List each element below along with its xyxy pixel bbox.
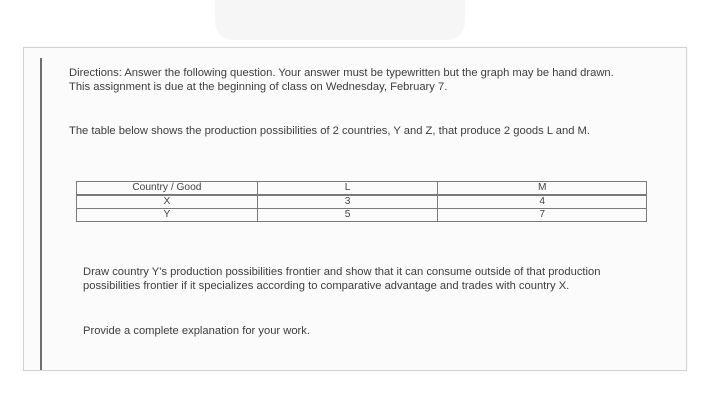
table-cell: X bbox=[77, 195, 258, 209]
table-header-cell: L bbox=[257, 182, 438, 196]
table-row bbox=[77, 209, 647, 222]
table-header-row bbox=[77, 182, 647, 196]
table-cell: 4 bbox=[438, 195, 647, 209]
table-header-cell: M bbox=[438, 182, 647, 196]
question-text: Draw country Y's production possibilities frontier and show that it can consume outside of that production possibilities frontier if it specializes according to comparative advantage and trades with country X. bbox=[83, 266, 601, 292]
production-possibilities-table bbox=[76, 181, 647, 222]
left-margin-rule bbox=[40, 58, 42, 370]
table-row bbox=[77, 195, 647, 209]
top-blur-region bbox=[215, 0, 465, 40]
table-cell: 5 bbox=[257, 209, 438, 222]
explanation-prompt: Provide a complete explanation for your work. bbox=[83, 325, 310, 337]
table-cell: Y bbox=[77, 209, 258, 222]
table-cell: 7 bbox=[438, 209, 647, 222]
table-cell: 3 bbox=[257, 195, 438, 209]
intro-text: The table below shows the production possibilities of 2 countries, Y and Z, that produce 2 goods L and M. bbox=[69, 125, 590, 137]
directions-text: Directions: Answer the following question. Your answer must be typewritten but the graph may be hand drawn. This assignment is due at the beginning of class on Wednesday, February 7. bbox=[69, 67, 614, 93]
assignment-page bbox=[23, 47, 687, 371]
table-header-cell: Country / Good bbox=[77, 182, 258, 196]
